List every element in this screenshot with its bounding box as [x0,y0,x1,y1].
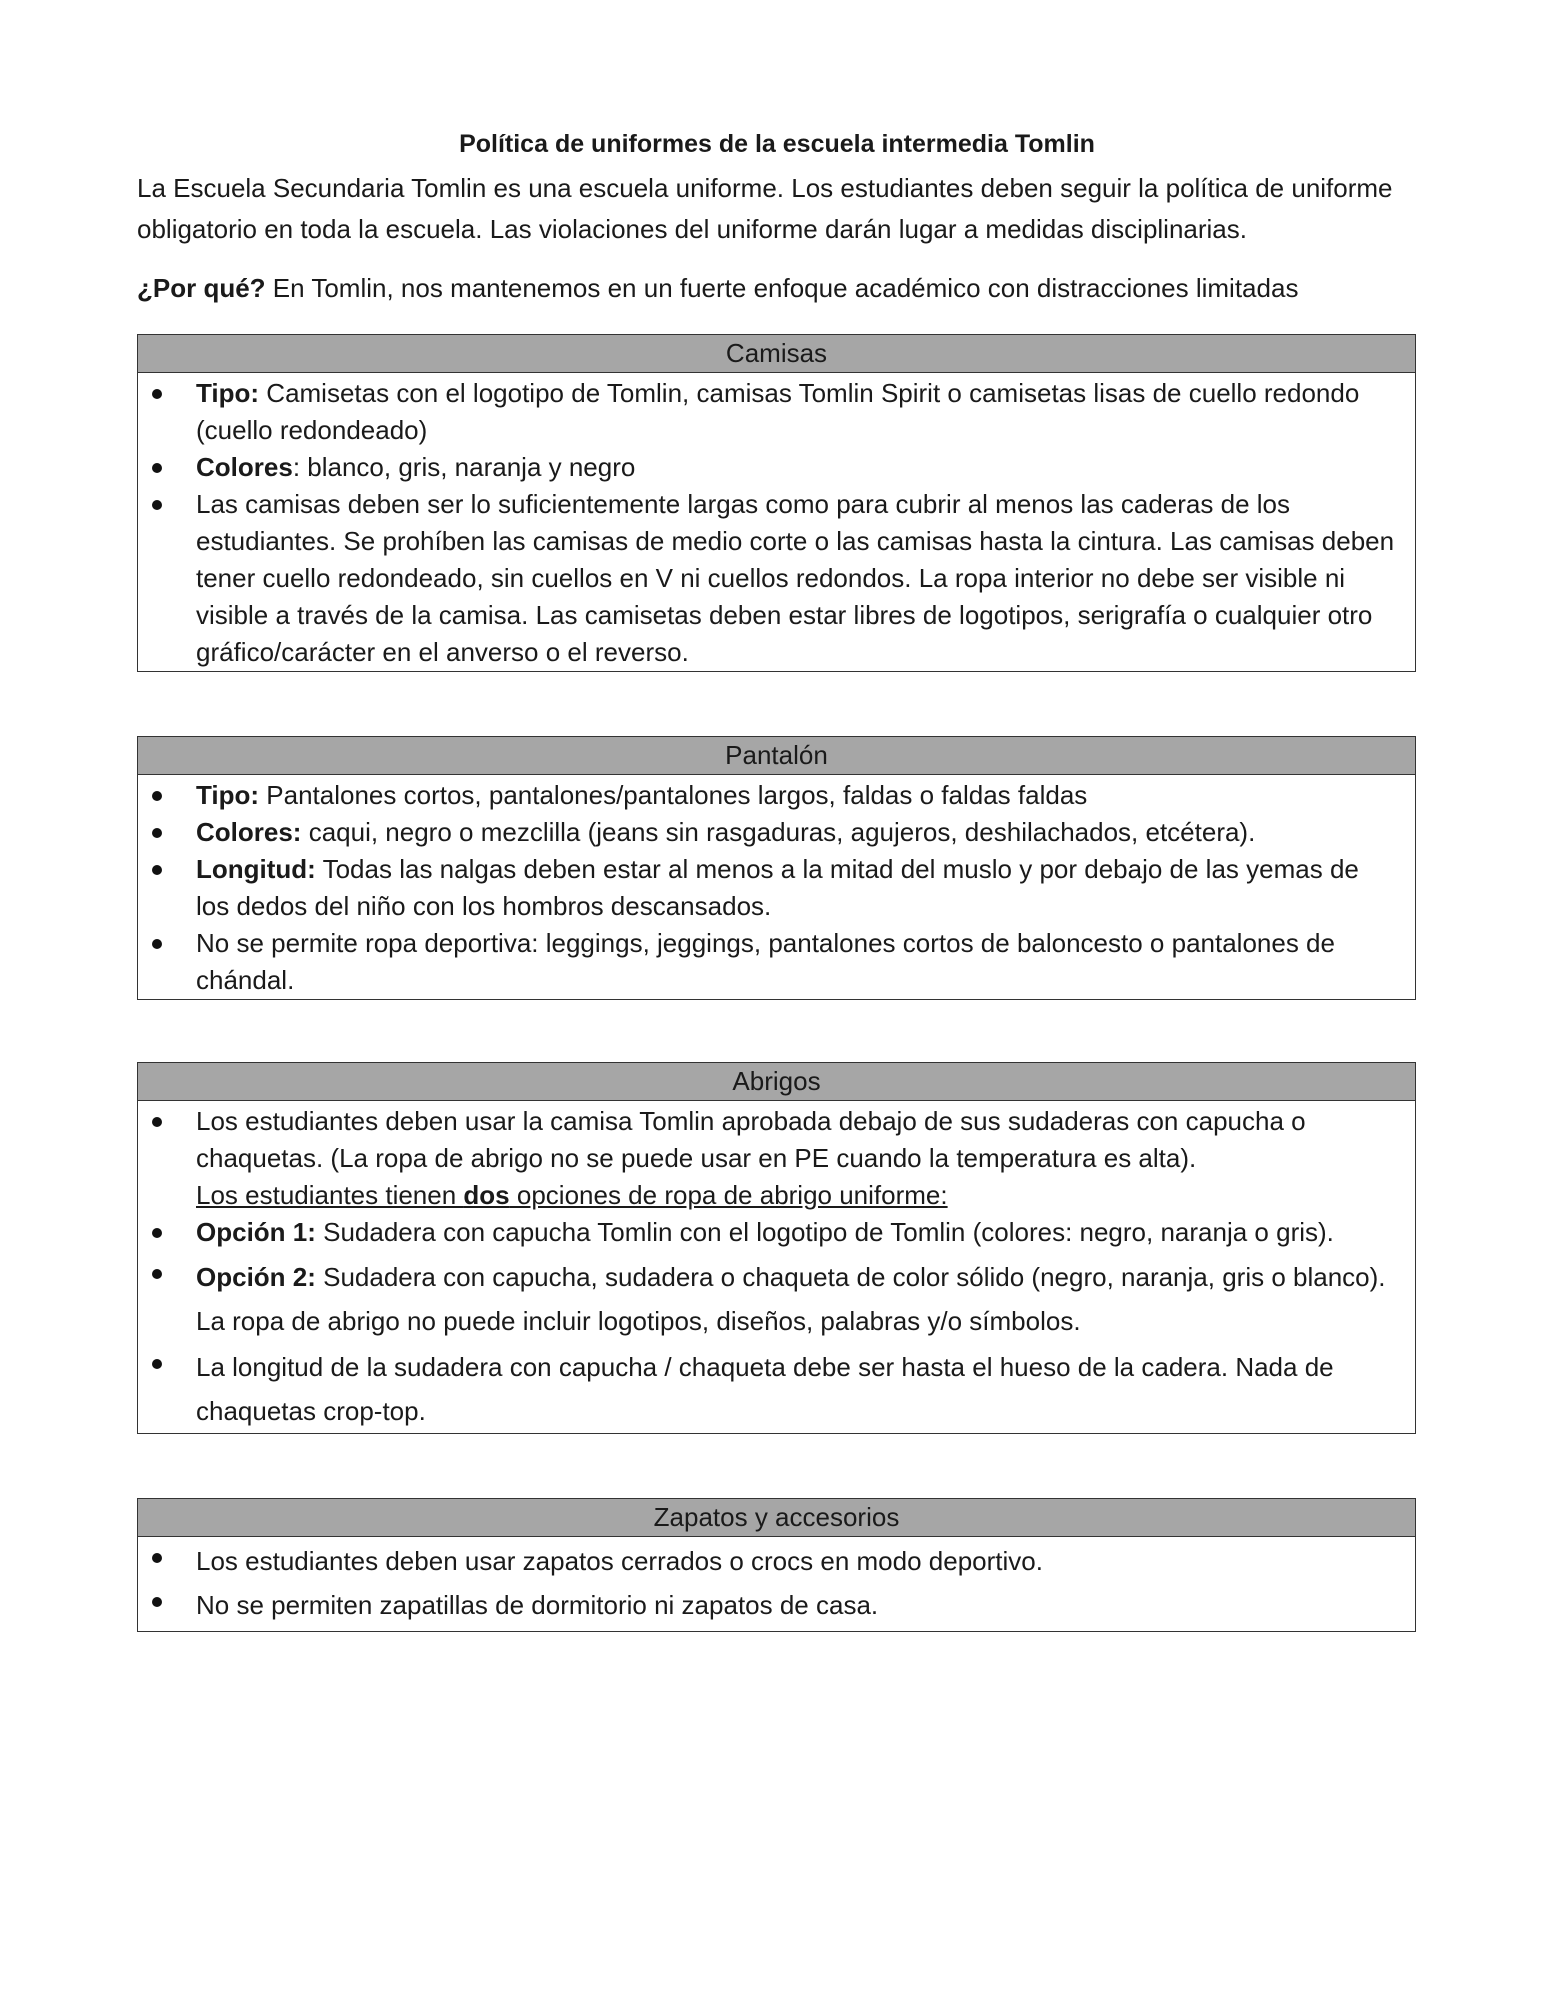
bullet-icon [152,1117,162,1127]
bullet-icon [152,1553,162,1563]
bullet-icon [152,500,162,510]
section-heading: Pantalón [138,737,1415,775]
list-item [138,449,1395,486]
why-text: En Tomlin, nos mantenemos en un fuerte enfoque académico con distracciones limitadas [265,273,1299,303]
item-text: Sudadera con capucha Tomlin con el logotipo de Tomlin (colores: negro, naranja o gris). [315,1217,1334,1247]
bullet-icon [152,1228,162,1238]
section-camisas [137,334,1416,672]
bullet-icon [152,463,162,473]
list-item [138,777,1395,814]
item-text: Sudadera con capucha, sudadera o chaqueta de color sólido (negro, naranja, gris o blanco). La ropa de abrigo no puede incluir logotipos, diseños, palabras y/o símbolos. [196,1262,1386,1336]
section-heading: Abrigos [138,1063,1415,1101]
list-item [138,486,1395,671]
list-item [138,1539,1395,1583]
item-label: Opción 2: [196,1262,316,1292]
item-text: Pantalones cortos, pantalones/pantalones largos, faldas o faldas faldas [259,780,1088,810]
item-label: Longitud: [196,854,316,884]
item-text: Los estudiantes deben usar la camisa Tomlin aprobada debajo de sus sudaderas con capucha o chaquetas. (La ropa de abrigo no se puede usar en PE cuando la temperatura es alta). [196,1106,1306,1173]
list-item [138,1345,1395,1433]
item-label: Opción 1: [196,1217,316,1247]
section-heading: Zapatos y accesorios [138,1499,1415,1537]
intro-paragraph: La Escuela Secundaria Tomlin es una escuela uniforme. Los estudiantes deben seguir la política de uniforme obligatorio en toda la escuela. Las violaciones del uniforme darán lugar a medidas disciplinarias. [137,173,1393,244]
item-text: Camisetas con el logotipo de Tomlin, camisas Tomlin Spirit o camisetas lisas de cuello redondo (cuello redondeado) [196,378,1360,445]
list-item [138,814,1395,851]
section-pantalon [137,736,1416,1000]
section-heading: Camisas [138,335,1415,373]
item-text: La longitud de la sudadera con capucha / chaqueta debe ser hasta el hueso de la cadera. Nada de chaquetas crop-top. [196,1352,1334,1426]
list-item [138,1103,1395,1177]
document-title: Política de uniformes de la escuela intermedia Tomlin [459,130,1095,158]
item-text: Las camisas deben ser lo suficientemente largas como para cubrir al menos las caderas de los estudiantes. Se prohíben las camisas de medio corte o las camisas hasta la cintura. Las camisas deben tener cuello redondeado, sin cuellos en V ni cuellos redondos. La ropa interior no debe ser visible ni visible a través de la camisa. Las camisetas deben estar libres de logotipos, serigrafía o cualquier otro gráfico/carácter en el anverso o el reverso. [196,489,1395,667]
item-text: Todas las nalgas deben estar al menos a la mitad del muslo y por debajo de las yemas de los dedos del niño con los hombros descansados. [196,854,1359,921]
item-text: : blanco, gris, naranja y negro [292,452,636,482]
item-text: No se permite ropa deportiva: leggings, jeggings, pantalones cortos de baloncesto o pantalones de chándal. [196,928,1335,995]
section-zapatos [137,1498,1416,1632]
bullet-icon [152,865,162,875]
bullet-icon [152,939,162,949]
why-paragraph [137,268,1417,309]
bullet-icon [152,1597,162,1607]
item-text: No se permiten zapatillas de dormitorio ni zapatos de casa. [196,1590,879,1620]
bullet-icon [152,1269,162,1279]
item-label: Colores: [196,817,302,847]
bullet-icon [152,389,162,399]
document-page [137,128,1417,1632]
bullet-icon [152,1359,162,1369]
list-item [138,1214,1395,1251]
bullet-icon [152,791,162,801]
list-item [138,375,1395,449]
options-text-post: opciones de ropa de abrigo uniforme: [509,1180,948,1210]
options-bold: dos [463,1180,510,1210]
item-label: Tipo: [196,378,260,408]
options-note [138,1177,1395,1214]
list-item [138,1583,1395,1627]
item-label: Colores [196,452,293,482]
item-label: Tipo: [196,780,260,810]
item-text: Los estudiantes deben usar zapatos cerrados o crocs en modo deportivo. [196,1546,1043,1576]
list-item [138,851,1395,925]
section-abrigos [137,1062,1416,1434]
why-label: ¿Por qué? [137,273,266,303]
list-item [138,1255,1395,1343]
item-text: caqui, negro o mezclilla (jeans sin rasgaduras, agujeros, deshilachados, etcétera). [301,817,1256,847]
bullet-icon [152,828,162,838]
options-text-pre: Los estudiantes tienen [196,1180,464,1210]
list-item [138,925,1395,999]
